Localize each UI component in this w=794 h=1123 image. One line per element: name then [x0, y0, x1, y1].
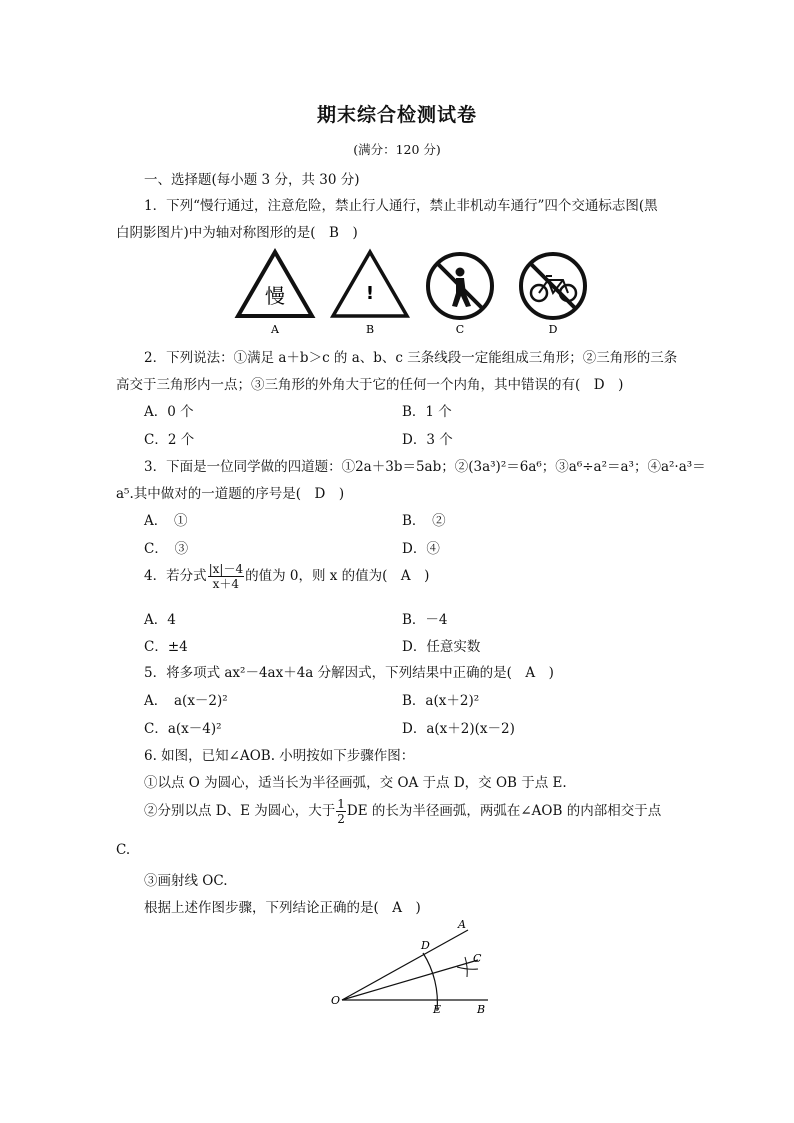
- q3-line-1: 3．下面是一位同学做的四道题：①2a＋3b＝5ab；②(3a³)²＝6a⁶；③a⁶÷a²＝a³；④a²·a³＝: [144, 459, 706, 475]
- full-score-subtitle: (满分：120 分): [353, 142, 441, 157]
- sign-label-b: B: [365, 323, 375, 336]
- q6-line-6: 根据上述作图步骤，下列结论正确的是( A ): [144, 900, 421, 916]
- q4-option-b: B．－4: [402, 612, 448, 628]
- q4-numerator: |x|－4: [208, 562, 244, 576]
- q3-option-c: C． ③: [144, 541, 189, 557]
- traffic-signs-figure: [230, 248, 600, 338]
- q5-line-1: 5．将多项式 ax²－4ax＋4a 分解因式，下列结果中正确的是( A ): [144, 665, 554, 681]
- label-e: E: [433, 1003, 442, 1016]
- label-o: O: [331, 994, 341, 1007]
- q2-option-b: B．1 个: [402, 404, 452, 420]
- q6-half-fraction: [336, 797, 346, 826]
- sign-d-no-bicycles-icon: [521, 254, 585, 318]
- ray-oa: [342, 930, 468, 1000]
- q6-frac-num: 1: [337, 797, 345, 811]
- q5-option-d: D．a(x＋2)(x－2): [402, 721, 515, 737]
- section-heading: 一、选择题(每小题 3 分，共 30 分): [144, 172, 360, 188]
- q3-option-a: A． ①: [144, 513, 188, 529]
- q6-frac-den: 2: [337, 812, 345, 826]
- q4-denominator: x＋4: [212, 577, 240, 591]
- q2-line-1: 2．下列说法：①满足 a＋b＞c 的 a、b、c 三条线段一定能组成三角形；②三角形的三条: [144, 350, 678, 366]
- q3-option-b: B． ②: [402, 513, 446, 529]
- q1-line-1: 1．下列“慢行通过，注意危险，禁止行人通行，禁止非机动车通行”四个交通标志图(黑: [144, 198, 658, 214]
- q6-line-3-suffix: DE 的长为半径画弧，两弧在∠AOB 的内部相交于点: [346, 803, 662, 819]
- q3-option-d: D．④: [402, 541, 440, 557]
- label-c: C: [473, 952, 482, 965]
- sign-a-slow-triangle-icon: [238, 252, 312, 316]
- q5-option-b: B．a(x＋2)²: [402, 693, 480, 709]
- page-title: 期末综合检测试卷: [316, 104, 477, 126]
- angle-construction-figure: [325, 915, 505, 1020]
- q6-line-2: ①以点 O 为圆心，适当长为半径画弧，交 OA 于点 D，交 OB 于点 E.: [144, 775, 567, 791]
- q4-option-a: A．4: [144, 612, 176, 628]
- q6-line-5: ③画射线 OC.: [144, 873, 228, 889]
- sign-b-warning-triangle-icon: [333, 252, 407, 316]
- ray-oc: [342, 960, 478, 1000]
- q2-option-d: D．3 个: [402, 432, 453, 448]
- arc-mark-1: [465, 957, 467, 977]
- q2-line-2: 高交于三角形内一点；③三角形的外角大于它的任何一个内角，其中错误的有( D ): [116, 377, 624, 393]
- q4-option-d: D．任意实数: [402, 639, 481, 655]
- q4-stem: [144, 562, 429, 591]
- q1-line-2: 白阴影图片)中为轴对称图形的是( B ): [116, 225, 358, 241]
- q4-fraction: [208, 562, 245, 591]
- q6-line-3: [144, 797, 661, 826]
- q4-prefix: 4．若分式: [144, 568, 207, 584]
- q6-line-4: C.: [116, 842, 131, 858]
- q2-option-c: C．2 个: [144, 432, 195, 448]
- q6-line-3-prefix: ②分别以点 D、E 为圆心，大于: [144, 803, 336, 819]
- q4-option-c: C．±4: [144, 639, 188, 655]
- q5-option-a: A． a(x－2)²: [144, 693, 228, 709]
- sign-label-d: D: [548, 323, 558, 336]
- sign-c-no-pedestrians-icon: [428, 254, 492, 318]
- q3-line-2: a⁵.其中做对的一道题的序号是( D ): [116, 486, 345, 502]
- q2-option-a: A．0 个: [144, 404, 194, 420]
- q4-suffix: 的值为 0，则 x 的值为( A ): [245, 568, 430, 584]
- sign-label-a: A: [271, 323, 279, 336]
- sign-label-c: C: [455, 323, 465, 336]
- label-a: A: [458, 918, 466, 931]
- label-b: B: [477, 1003, 486, 1016]
- q5-option-c: C．a(x－4)²: [144, 721, 222, 737]
- sign-a-text: 慢: [265, 284, 285, 308]
- q6-line-1: 6. 如图，已知∠AOB. 小明按如下步骤作图：: [144, 748, 415, 764]
- label-d: D: [421, 939, 430, 952]
- sign-b-text: !: [365, 283, 375, 304]
